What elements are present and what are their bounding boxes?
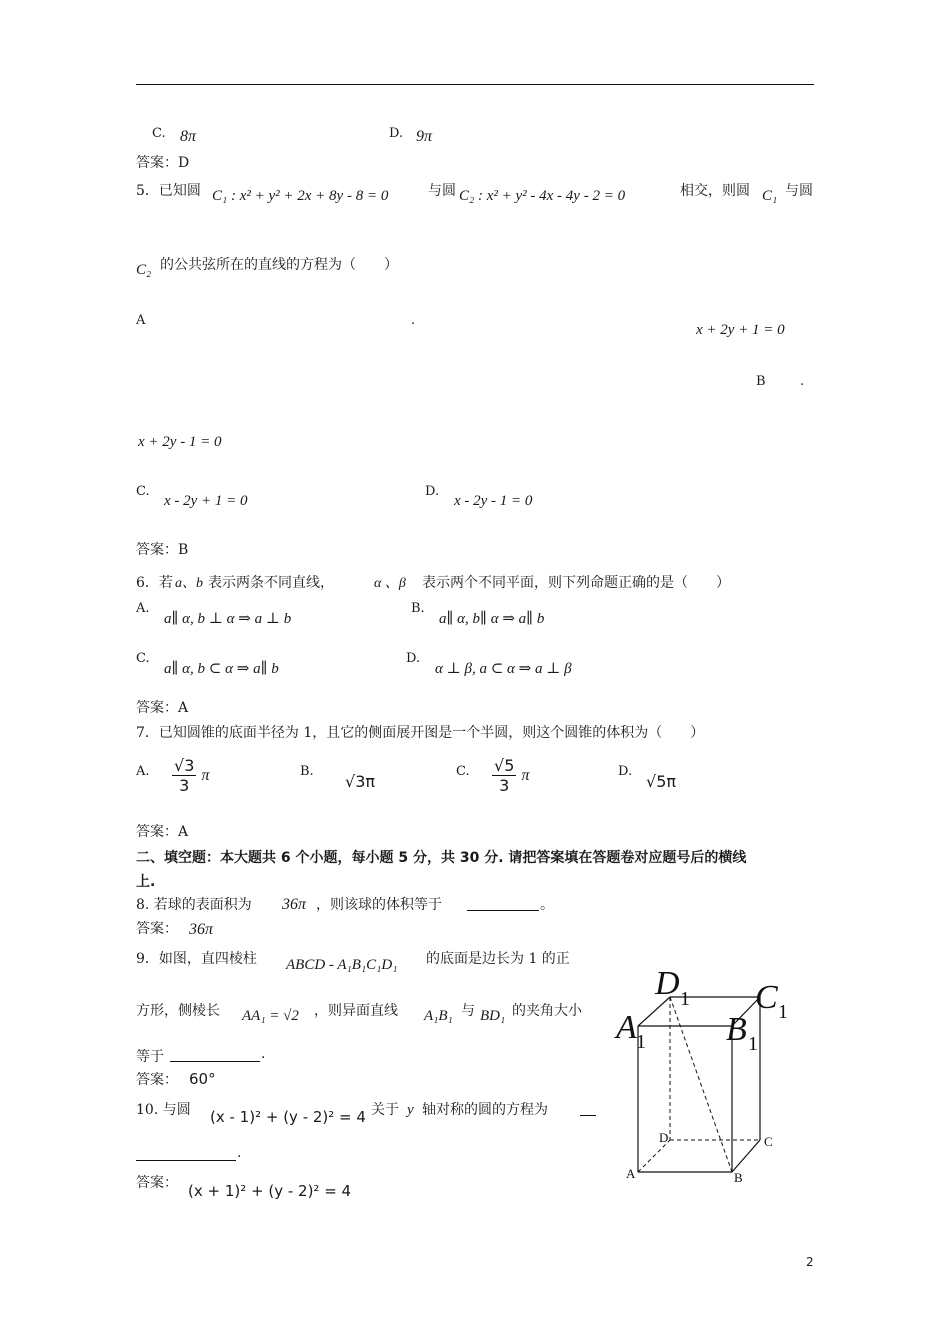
q5-option-d-value: x - 2y - 1 = 0	[454, 493, 533, 509]
q7-option-d-label: D.	[618, 764, 633, 779]
q7-option-d-value: √5π	[646, 772, 677, 791]
label-b1-subscript: 1	[748, 1033, 758, 1055]
q5-option-b-dot: .	[800, 374, 805, 389]
q9-stem-g: 等于	[136, 1049, 164, 1065]
label-c: C	[764, 1134, 773, 1149]
q6-option-c-label: C.	[136, 651, 150, 666]
q6-stem-a: 6．若	[136, 575, 173, 591]
q4-option-c-value: 8π	[180, 128, 197, 145]
q6-option-d-label: D.	[406, 651, 421, 666]
q7-option-c-pi: π	[521, 767, 530, 784]
q5-c2-equation: C₂ : x² + y² - 4x - 4y - 2 = 0	[459, 188, 626, 204]
q5-option-c-label: C.	[136, 484, 150, 499]
q5-mid3: 与圆	[785, 183, 813, 199]
q6-stem-c: 表示两个不同平面，则下列命题正确的是（ ）	[422, 575, 730, 591]
header-rule	[136, 84, 814, 85]
q5-option-a-dot: .	[411, 313, 416, 328]
q10-circle: (x - 1)² + (y - 2)² = 4	[210, 1108, 366, 1126]
q5-mid1: 与圆	[428, 183, 456, 199]
q9-answer-value: 60°	[189, 1070, 216, 1088]
q4-option-d-label: D.	[389, 126, 404, 141]
q5-option-d-label: D.	[425, 484, 440, 499]
q7-option-a-pi: π	[201, 767, 210, 784]
q5-answer: 答案：B	[136, 542, 189, 558]
q7-option-b-label: B.	[300, 764, 314, 779]
q6-option-b-label: B.	[411, 601, 425, 616]
label-d1-subscript: 1	[680, 988, 690, 1010]
q8-stem-end: 。	[540, 897, 554, 913]
label-a1: A	[616, 1009, 637, 1046]
prism-figure	[610, 960, 810, 1192]
page-number: 2	[806, 1255, 814, 1269]
q7-option-c-label: C.	[456, 764, 470, 779]
q8-answer-value: 36π	[189, 921, 214, 938]
q7-option-c-denominator: 3	[499, 776, 510, 795]
q7-option-c-fraction	[492, 756, 529, 795]
q9-answer-label: 答案：	[136, 1072, 178, 1088]
q5-option-b-label: B	[756, 374, 766, 389]
q5-c2: C₂	[136, 262, 152, 278]
q6-option-a-value: a∥ α, b ⊥ α ⇒ a ⊥ b	[164, 611, 292, 627]
q10-answer-blank-part2	[136, 1146, 236, 1161]
label-a1-subscript: 1	[636, 1031, 646, 1053]
label-c1: C	[755, 979, 778, 1016]
q5-option-a-label: A	[136, 313, 146, 328]
q9-stem-a: 9．如图，直四棱柱	[136, 951, 257, 967]
q7-stem: 7．已知圆锥的底面半径为 1，且它的侧面展开图是一个半圆，则这个圆锥的体积为（ ）	[136, 725, 705, 741]
q6-option-c-value: a∥ α, b ⊂ α ⇒ a∥ b	[164, 661, 279, 677]
label-b: B	[734, 1170, 743, 1185]
q7-option-a-label: A.	[136, 764, 150, 779]
q10-answer-value: (x + 1)² + (y - 2)² = 4	[188, 1182, 352, 1200]
diagonal-b-d1	[670, 997, 732, 1172]
q8-answer-blank	[467, 896, 539, 911]
q9-stem-f: 的夹角大小	[512, 1003, 582, 1019]
q8-answer-label: 答案：	[136, 921, 178, 937]
label-c1-subscript: 1	[778, 1001, 788, 1023]
label-d1: D	[655, 965, 680, 1002]
q6-ab: a、b	[175, 576, 203, 591]
q7-option-a-fraction	[172, 756, 209, 795]
q10-stem-b: 关于	[371, 1102, 399, 1118]
q7-option-a-denominator: 3	[179, 776, 190, 795]
q4-option-d-value: 9π	[416, 128, 433, 145]
q5-option-b-value: x + 2y - 1 = 0	[138, 434, 222, 450]
q6-answer: 答案：A	[136, 700, 189, 716]
q9-stem-end: .	[261, 1046, 266, 1062]
q6-alpha-beta: α 、β	[374, 576, 406, 591]
q6-option-d-value: α ⊥ β, a ⊂ α ⇒ a ⊥ β	[435, 661, 572, 677]
q9-a1b1: A₁B₁	[424, 1008, 453, 1024]
q10-stem-end: .	[237, 1145, 242, 1161]
q5-option-c-value: x - 2y + 1 = 0	[164, 493, 248, 509]
q10-answer-label: 答案：	[136, 1175, 178, 1191]
q7-option-c-numerator: √5	[494, 756, 515, 775]
q6-stem-b: 表示两条不同直线，	[208, 575, 334, 591]
section-2-heading-line2: 上.	[136, 874, 156, 890]
q5-option-a-value: x + 2y + 1 = 0	[696, 322, 785, 338]
label-d: D	[659, 1130, 669, 1145]
q7-option-b-value: √3π	[345, 772, 376, 791]
q10-y: y	[407, 1102, 414, 1118]
q4-option-c-label: C.	[152, 126, 166, 141]
label-a: A	[626, 1166, 636, 1181]
q4-answer: 答案：D	[136, 155, 190, 171]
q9-aa1: AA₁ = √2	[242, 1008, 299, 1024]
q5-c1: C₁	[762, 188, 778, 204]
q10-stem-c: 轴对称的圆的方程为	[422, 1102, 548, 1118]
q9-stem-d: ，则异面直线	[314, 1003, 398, 1019]
q9-prism: ABCD - A₁B₁C₁D₁	[286, 957, 398, 973]
q9-stem-b: 的底面是边长为 1 的正	[426, 951, 570, 967]
q10-answer-blank-part1	[580, 1101, 596, 1116]
q9-stem-e: 与	[461, 1003, 475, 1019]
q9-stem-c: 方形，侧棱长	[136, 1003, 220, 1019]
q7-option-a-numerator: √3	[174, 756, 195, 775]
q5-stem-end: 的公共弦所在的直线的方程为（ ）	[160, 257, 398, 273]
q10-stem-a: 10. 与圆	[136, 1102, 191, 1118]
q5-c1-equation: C₁ : x² + y² + 2x + 8y - 8 = 0	[212, 188, 389, 204]
section-2-heading-line1: 二、填空题：本大题共 6 个小题，每小题 5 分，共 30 分. 请把答案填在答题卷对应题号后的横线	[136, 850, 747, 866]
q5-stem-start: 5．已知圆	[136, 183, 201, 199]
q8-area: 36π	[282, 896, 307, 913]
q9-bd1: BD₁	[480, 1008, 506, 1024]
label-b1: B	[726, 1011, 747, 1048]
q8-stem-a: 8. 若球的表面积为	[136, 897, 252, 913]
q5-mid2: 相交，则圆	[680, 183, 750, 199]
q6-option-a-label: A.	[136, 601, 150, 616]
edge-b-c	[732, 1140, 760, 1172]
q8-stem-b: ，则该球的体积等于	[316, 897, 442, 913]
q9-answer-blank	[170, 1047, 260, 1062]
q6-option-b-value: a∥ α, b∥ α ⇒ a∥ b	[439, 611, 545, 627]
q7-answer: 答案：A	[136, 824, 189, 840]
